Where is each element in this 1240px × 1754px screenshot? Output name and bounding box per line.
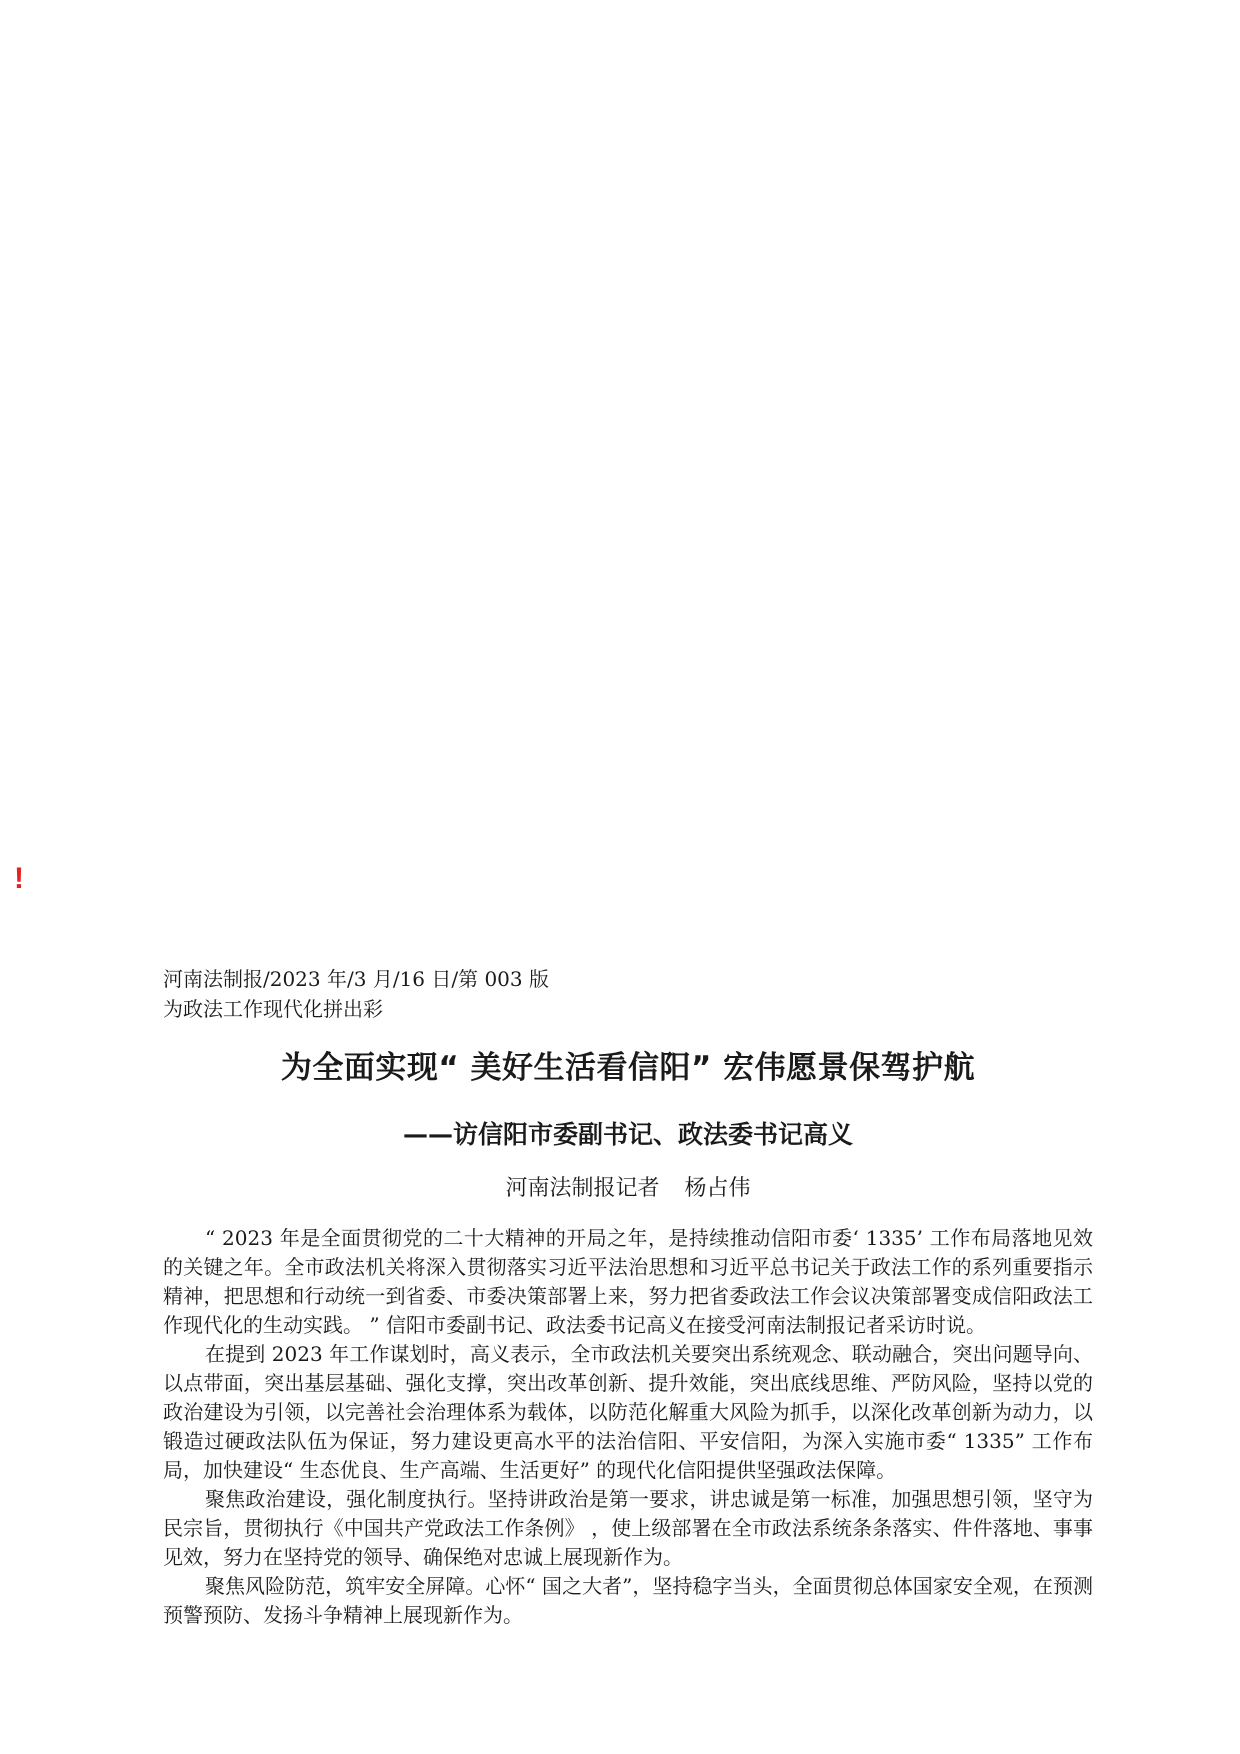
byline: 河南法制报记者 杨占伟 <box>505 1176 751 1201</box>
red-exclamation-mark: ! <box>14 862 24 895</box>
paragraph: 聚焦政治建设，强化制度执行。坚持讲政治是第一要求，讲忠诚是第一标准，加强思想引领，坚守为民宗旨，贯彻执行《中国共产党政法工作条例》 ，使上级部署在全市政法系统条条落实、件件落地、事事见效，努力在坚持党的领导、确保绝对忠诚上展现新作为。 <box>163 1487 1093 1569</box>
paragraph: 聚焦风险防范，筑牢安全屏障。心怀“ 国之大者”，坚持稳字当头，全面贯彻总体国家安全观，在预测预警预防、发扬斗争精神上展现新作为。 <box>163 1574 1093 1627</box>
source-line: 河南法制报/2023 年/3 月/16 日/第 003 版为政法工作现代化拼出彩 <box>163 967 549 1021</box>
paragraph: 在提到 2023 年工作谋划时，高义表示，全市政法机关要突出系统观念、联动融合，突出问题导向、以点带面，突出基层基础、强化支撑，突出改革创新、提升效能，突出底线思维、严防风险，坚持以党的政治建设为引领，以完善社会治理体系为载体，以防范化解重大风险为抓手，以深化改革创新为动力，以锻造过硬政法队伍为保证，努力建设更高水平的法治信阳、平安信阳，为深入实施市委“ 1335” 工作布局，加快建设“ 生态优良、生产高端、生活更好” 的现代化信阳提供坚强政法保障。 <box>163 1342 1093 1482</box>
article <box>163 964 1093 1630</box>
paragraph: “ 2023 年是全面贯彻党的二十大精神的开局之年，是持续推动信阳市委‘ 1335’ 工作布局落地见效的关键之年。全市政法机关将深入贯彻落实习近平法治思想和习近平总书记关于政法工作的系列重要指示精神，把思想和行动统一到省委、市委决策部署上来，努力把省委政法工作会议决策部署变成信阳政法工作现代化的生动实践。 ” 信阳市委副书记、政法委书记高义在接受河南法制报记者采访时说。 <box>163 1226 1093 1337</box>
article-body <box>163 1224 1093 1630</box>
article-subtitle: ——访信阳市委副书记、政法委书记高义 <box>402 1120 853 1149</box>
article-title: 为全面实现“ 美好生活看信阳” 宏伟愿景保驾护航 <box>280 1050 976 1086</box>
